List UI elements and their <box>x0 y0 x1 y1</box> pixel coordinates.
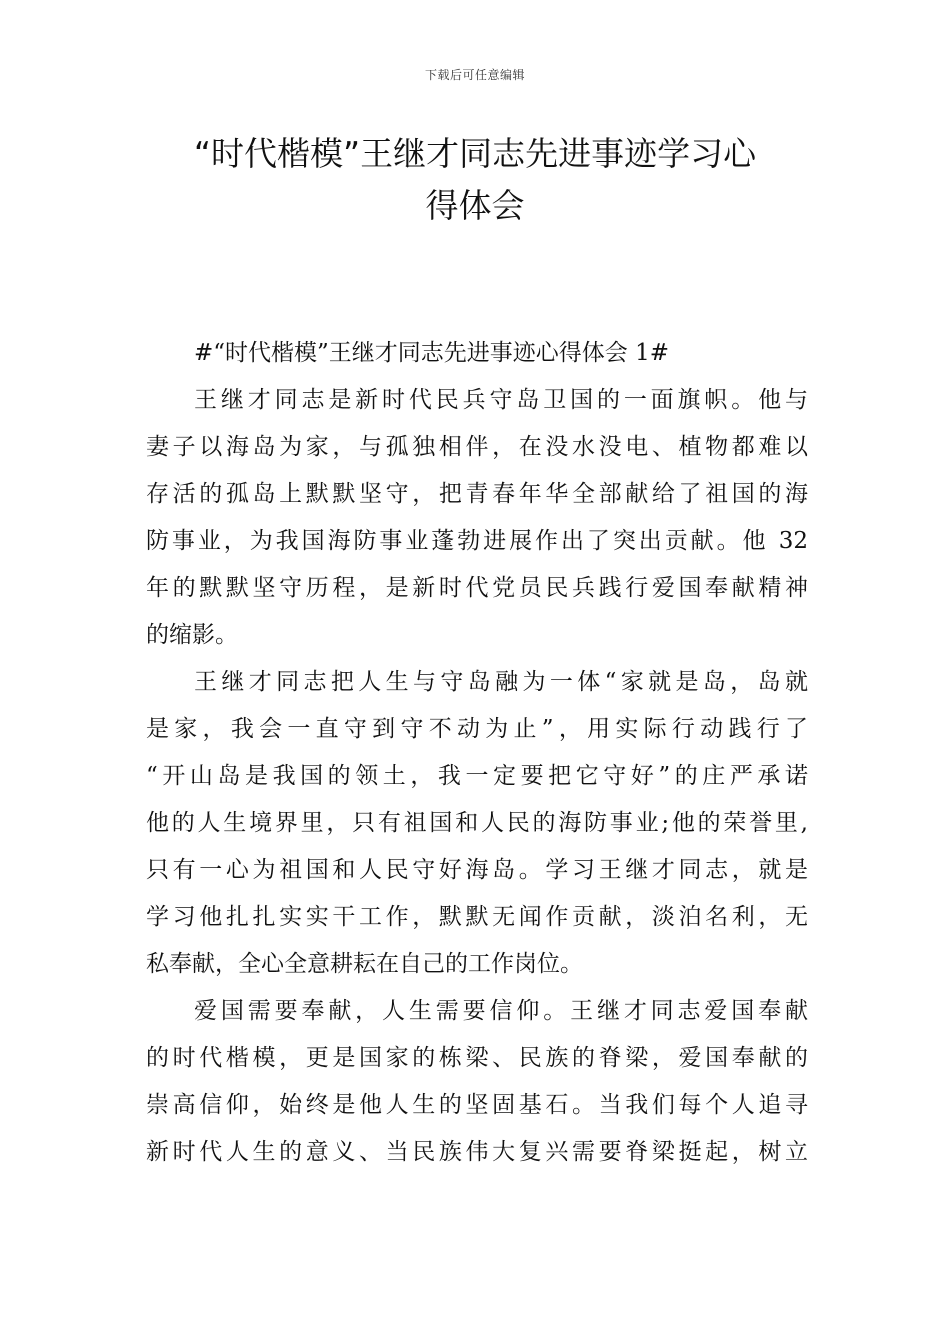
paragraph-line: 存活的孤岛上默默坚守，把青春年华全部献给了祖国的海 <box>146 481 808 507</box>
document-body <box>146 330 808 1176</box>
paragraph-2 <box>146 659 808 988</box>
paragraph-line: 他的人生境界里，只有祖国和人民的海防事业;他的荣誉里, <box>146 810 808 836</box>
header-note: 下载后可任意编辑 <box>424 68 525 82</box>
paragraph-line: 防事业，为我国海防事业蓬勃进展作出了突出贡献。他 32 <box>146 528 808 554</box>
paragraph-line: 新时代人生的意义、当民族伟大复兴需要脊梁挺起，树立 <box>146 1139 808 1165</box>
document-title <box>140 128 810 232</box>
paragraph-line: 是家，我会一直守到守不动为止”，用实际行动践行了 <box>146 716 808 742</box>
paragraph-line: 只有一心为祖国和人民守好海岛。学习王继才同志，就是 <box>146 857 808 883</box>
paragraph-line: 私奉献，全心全意耕耘在自己的工作岗位。 <box>146 951 583 977</box>
paragraph-line: 的缩影。 <box>146 622 238 648</box>
paragraph-line: 王继才同志把人生与守岛融为一体“家就是岛，岛就 <box>194 669 808 695</box>
paragraph-line: 学习他扎扎实实干工作，默默无闻作贡献，淡泊名利，无 <box>146 904 808 930</box>
paragraph-line: 妻子以海岛为家，与孤独相伴，在没水没电、植物都难以 <box>146 434 808 460</box>
paragraph-1 <box>146 377 808 659</box>
paragraph-line: 爱国需要奉献，人生需要信仰。王继才同志爱国奉献 <box>194 998 808 1024</box>
paragraph-line: 年的默默坚守历程，是新时代党员民兵践行爱国奉献精神 <box>146 575 808 601</box>
paragraph-line: “开山岛是我国的领土，我一定要把它守好”的庄严承诺 <box>146 763 808 789</box>
paragraph-3 <box>146 988 808 1176</box>
paragraph-line: 的时代楷模，更是国家的栋梁、民族的脊梁，爱国奉献的 <box>146 1045 808 1071</box>
title-line-2: 得体会 <box>425 186 525 225</box>
title-line-1: “时代楷模”王继才同志先进事迹学习心 <box>193 134 757 173</box>
paragraph-line: 王继才同志是新时代民兵守岛卫国的一面旗帜。他与 <box>194 387 808 413</box>
section-heading: #“时代楷模”王继才同志先进事迹心得体会 1# <box>194 340 670 366</box>
paragraph-line: 崇高信仰，始终是他人生的坚固基石。当我们每个人追寻 <box>146 1092 808 1118</box>
